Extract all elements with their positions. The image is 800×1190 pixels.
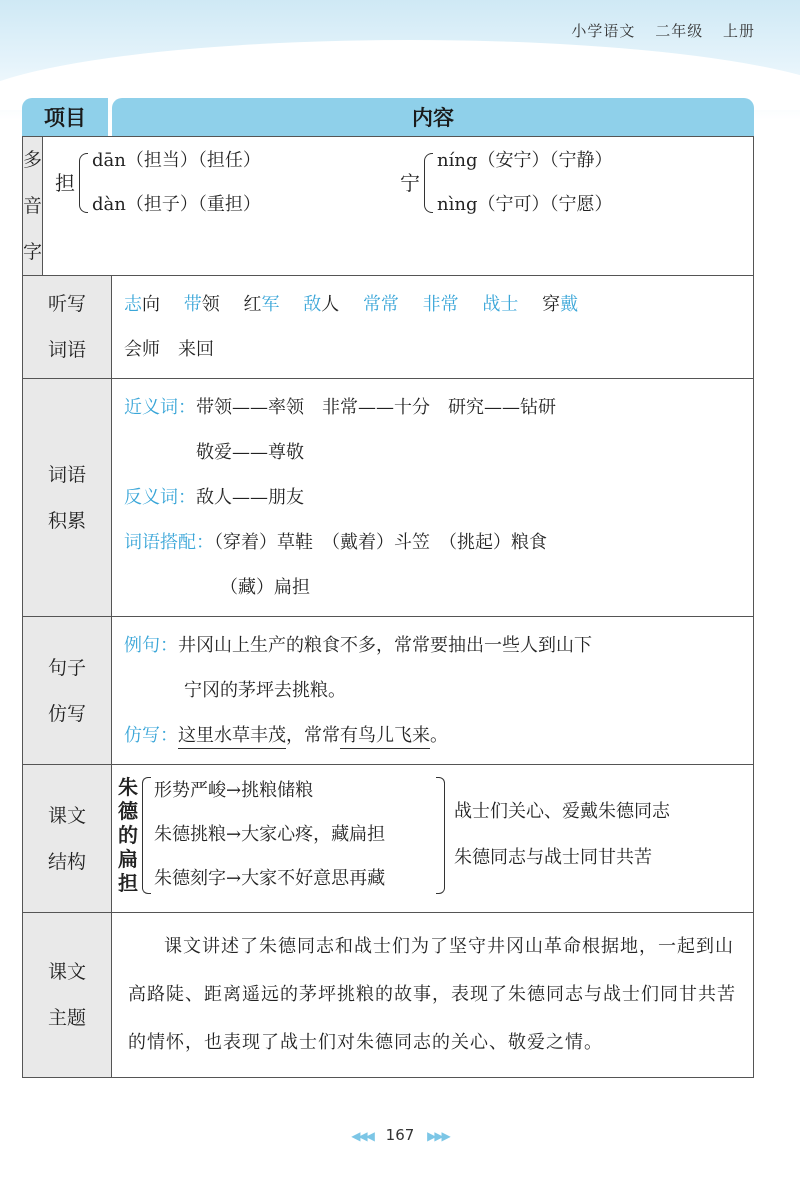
- head-content: 内容: [112, 98, 754, 136]
- theme-text: 课文讲述了朱德同志和战士们为了坚守井冈山革命根据地，一起到山高路陡、距离遥远的茅坪挑粮的故事，表现了朱德同志与战士们同甘共苦的情怀，也表现了战士们对朱德同志的关心、敬爱之情。: [128, 936, 736, 1053]
- label-dictation: 听写 词语: [23, 276, 112, 378]
- poly-reading: nìng（宁可）（宁愿）: [437, 194, 613, 215]
- brace: [79, 153, 88, 213]
- poly-reading: níng（安宁）（宁静）: [437, 150, 613, 171]
- synonym-line: 敬爱——尊敬: [196, 442, 304, 463]
- antonym-line: 敌人——朋友: [196, 487, 304, 508]
- synonym-line: 带领——率领 非常——十分 研究——钻研: [196, 397, 556, 418]
- row-sentence: [23, 616, 753, 764]
- row-structure: [23, 764, 753, 912]
- brace: [142, 777, 151, 894]
- poly-reading: dàn（担子）（重担）: [92, 194, 261, 215]
- brace: [424, 153, 433, 213]
- structure-step: 形势严峻→挑粮储粮: [154, 780, 314, 801]
- subject: 小学语文: [571, 22, 636, 40]
- grade: 二年级: [655, 22, 704, 40]
- structure-result: 战士们关心、爱戴朱德同志: [454, 801, 670, 822]
- imitate-tag: 仿写：: [124, 725, 178, 746]
- poly-char: 担: [55, 170, 76, 195]
- label-vocab: 词语 积累: [23, 379, 112, 616]
- table-head: [22, 98, 754, 136]
- dictation-line2: 会师 来回: [124, 339, 214, 360]
- row-polyphone: [23, 136, 753, 275]
- collocation-line: （穿着）草鞋 （戴着）斗笠 （挑起）粮食: [214, 532, 547, 553]
- example-tag: 例句：: [124, 635, 178, 656]
- row-dictation: [23, 275, 753, 378]
- page-header: [557, 20, 755, 41]
- example-line: 井冈山上生产的粮食不多，常常要抽出一些人到山下: [178, 635, 592, 656]
- arrow-right-icon: ▶▶▶: [427, 1129, 449, 1143]
- structure-step: 朱德挑粮→大家心疼，藏扁担: [154, 824, 386, 845]
- row-theme: [23, 912, 753, 1077]
- brace: [436, 777, 445, 894]
- poly-reading: dān（担当）（担任）: [92, 150, 261, 171]
- structure-result: 朱德同志与战士同甘共苦: [454, 847, 652, 868]
- volume: 上册: [722, 22, 755, 40]
- antonym-tag: 反义词：: [124, 487, 196, 508]
- imitate-blank: 有鸟儿飞来: [340, 725, 430, 749]
- example-line: 宁冈的茅坪去挑粮。: [184, 680, 346, 701]
- poly-char: 宁: [400, 170, 421, 195]
- page-number: 167: [385, 1126, 415, 1144]
- label-sentence: 句子 仿写: [23, 617, 112, 764]
- imitate-text: 。: [430, 725, 448, 746]
- page-footer: [0, 1126, 800, 1144]
- poly-group-ning: [400, 139, 745, 227]
- dictation-line1: 志向 带领 红军 敌人 常常 非常 战士 穿戴: [124, 294, 579, 315]
- collocation-tag: 词语搭配：: [124, 532, 214, 553]
- imitate-text: ，常常: [286, 725, 340, 746]
- poly-group-dan: [55, 139, 400, 227]
- collocation-line: （藏）扁担: [220, 577, 310, 598]
- structure-results: [454, 789, 670, 881]
- structure-step: 朱德刻字→大家不好意思再藏: [154, 868, 386, 889]
- label-theme: 课文 主题: [23, 913, 112, 1077]
- structure-title: 朱 德 的 扁 担: [118, 775, 138, 895]
- structure-steps: [154, 769, 385, 901]
- row-vocab: [23, 378, 753, 616]
- synonym-tag: 近义词：: [124, 397, 196, 418]
- label-structure: 课文 结构: [23, 765, 112, 912]
- arrow-left-icon: ◀◀◀: [351, 1129, 373, 1143]
- summary-table: [22, 98, 754, 1078]
- head-item: 项目: [22, 98, 108, 136]
- imitate-blank: 这里水草丰茂: [178, 725, 286, 749]
- label-polyphone: 多音字: [23, 137, 43, 275]
